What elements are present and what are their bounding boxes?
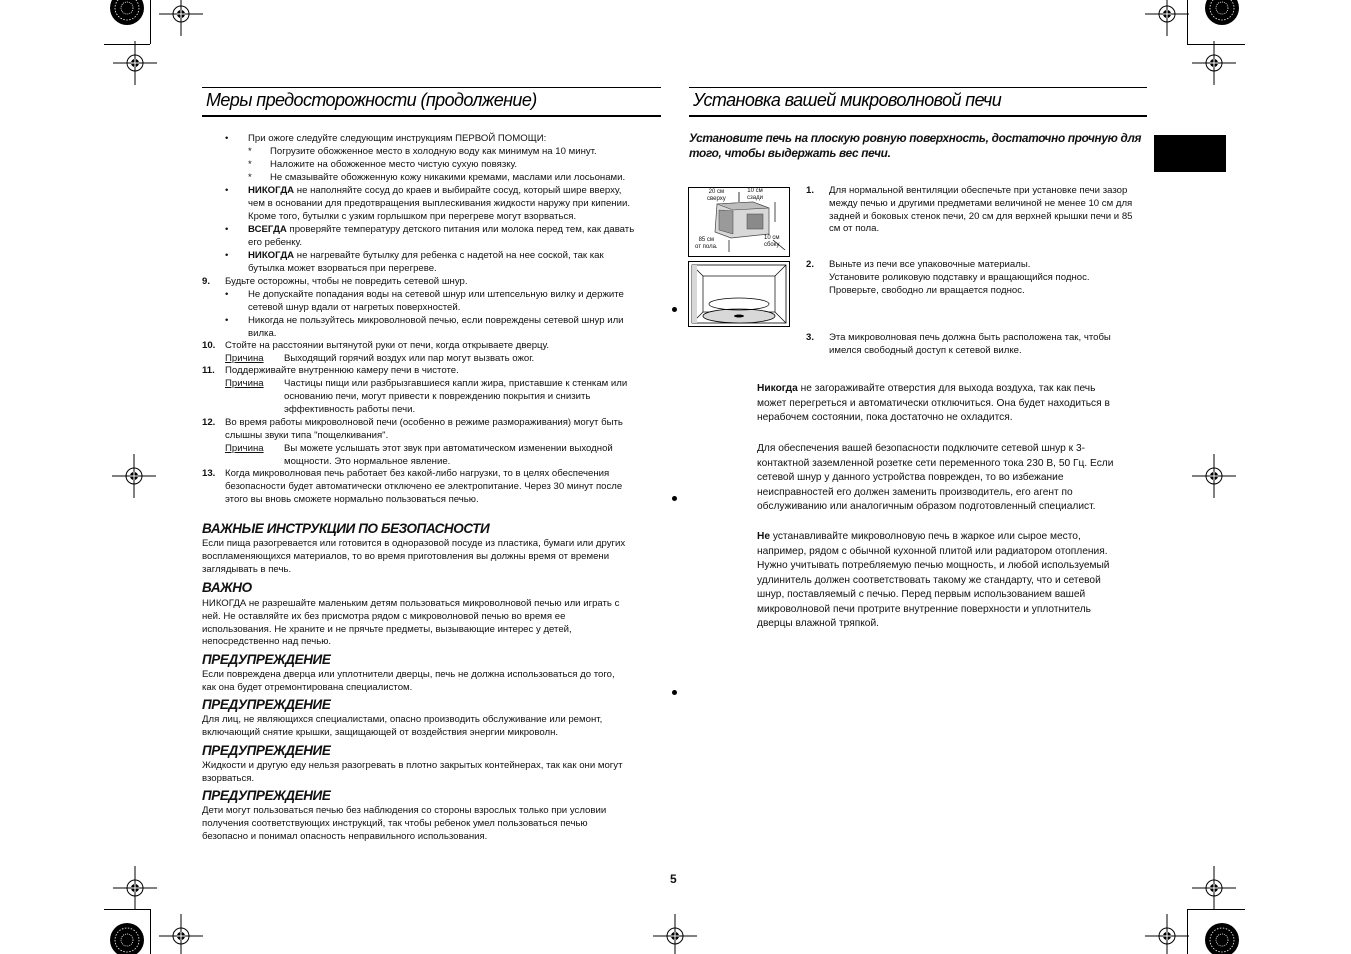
gutter-dot: [672, 307, 677, 312]
clearance-rear-label: 10 см сзади: [747, 188, 763, 201]
clearance-side-label: 10 см сбоку: [764, 235, 780, 248]
keyword: НИКОГДА: [248, 185, 295, 196]
install-subtitle: Установите печь на плоскую ровную поверхность, достаточно прочную для того, чтобы выдержать вес печи.: [689, 131, 1142, 160]
clearance-top-label: 20 см сверху: [707, 189, 726, 202]
language-tab: [1154, 135, 1226, 172]
section-body: Жидкости и другую еду нельзя разогревать в плотно закрытых контейнерах, так как они могут взорваться.: [202, 760, 623, 784]
section-body: Если пища разогревается или готовится в одноразовой посуде из пластика, бумаги или других воспламеняющихся материалов, то во время приготовления вы должны время от времени заглядывать в печь.: [202, 538, 626, 575]
keyword: НИКОГДА: [248, 250, 295, 261]
left-title-rule-top: [202, 87, 661, 88]
grounding-notice: Для обеспечения вашей безопасности подключите сетевой шнур к 3- контактной заземленной розетке сети переменного тока 230 В, 50 Гц. Если сетевой шнур у данного устройства поврежден, то во избежание неисправностей его должен заменить производитель, его агент по обслуживанию или аналогичным образом подготовленный специалист.: [757, 443, 1114, 512]
section-heading: ВАЖНЫЕ ИНСТРУКЦИИ ПО БЕЗОПАСНОСТИ: [202, 521, 490, 536]
page-number: 5: [670, 872, 677, 886]
section-body: Если повреждена дверца или уплотнители дверцы, печь не должна использоваться до того, как она будет отремонтирована специалистом.: [202, 669, 615, 693]
right-title-rule-bottom: [689, 115, 1147, 117]
section-heading: ПРЕДУПРЕЖДЕНИЕ: [202, 743, 331, 758]
clearance-diagram: [688, 187, 790, 257]
section-heading: ПРЕДУПРЕЖДЕНИЕ: [202, 697, 331, 712]
section-heading: ПРЕДУПРЕЖДЕНИЕ: [202, 788, 331, 803]
placement-warning: Не устанавливайте микроволновую печь в жаркое или сырое место, например, рядом с обычной кухонной плитой или радиатором отопления. Нужно учитывать потребляемую печью мощность, и любой используемый удлинитель должен соответствовать такому же стандарту, что и сетевой шнур, поставляемый с печью. Перед первым использованием вашей микроволновой печи протрите внутренние поверхности и уплотнитель дверцы влажной тряпкой.: [757, 531, 1110, 629]
turntable-illustration: [689, 262, 789, 326]
left-page-title: Меры предосторожности (продолжение): [206, 90, 537, 110]
section-body: НИКОГДА не разрешайте маленьким детям пользоваться микроволновой печью или играть с ней. Не оставляйте их без присмотра рядом с микроволновой печью во время ее использования. Не храните и не прячьте предметы, вызывающие интерес у детей, непосредственно над печью.: [202, 598, 620, 648]
section-heading: ПРЕДУПРЕЖДЕНИЕ: [202, 652, 331, 667]
turntable-diagram: [688, 261, 790, 327]
gutter-dot: [672, 496, 677, 501]
clearance-floor-label: 85 см от пола.: [695, 237, 718, 250]
ventilation-warning: Никогда не загораживайте отверстия для выхода воздуха, так как печь может перегреться и автоматически отключиться. Она будет находиться в нерабочем состоянии, пока достаточно не охладится.: [757, 383, 1110, 423]
section-body: Дети могут пользоваться печью без наблюдения со стороны взрослых только при условии получения соответствующих инструкций, так чтобы ребенок умел пользоваться печью безопасно и понимал опасность неправильного использования.: [202, 805, 607, 842]
keyword: ВСЕГДА: [248, 224, 287, 235]
keyword: Не: [757, 531, 771, 542]
section-heading: ВАЖНО: [202, 580, 252, 595]
gutter-dot: [672, 690, 677, 695]
right-title-rule-top: [689, 87, 1147, 88]
right-page-title: Установка вашей микроволновой печи: [693, 90, 1002, 110]
left-title-rule-bottom: [202, 115, 661, 117]
keyword: Никогда: [757, 383, 798, 394]
section-body: Для лиц, не являющихся специалистами, опасно производить обслуживание или ремонт, включающий снятие крышки, защищающей от воздействия энергии микроволн.: [202, 714, 603, 738]
